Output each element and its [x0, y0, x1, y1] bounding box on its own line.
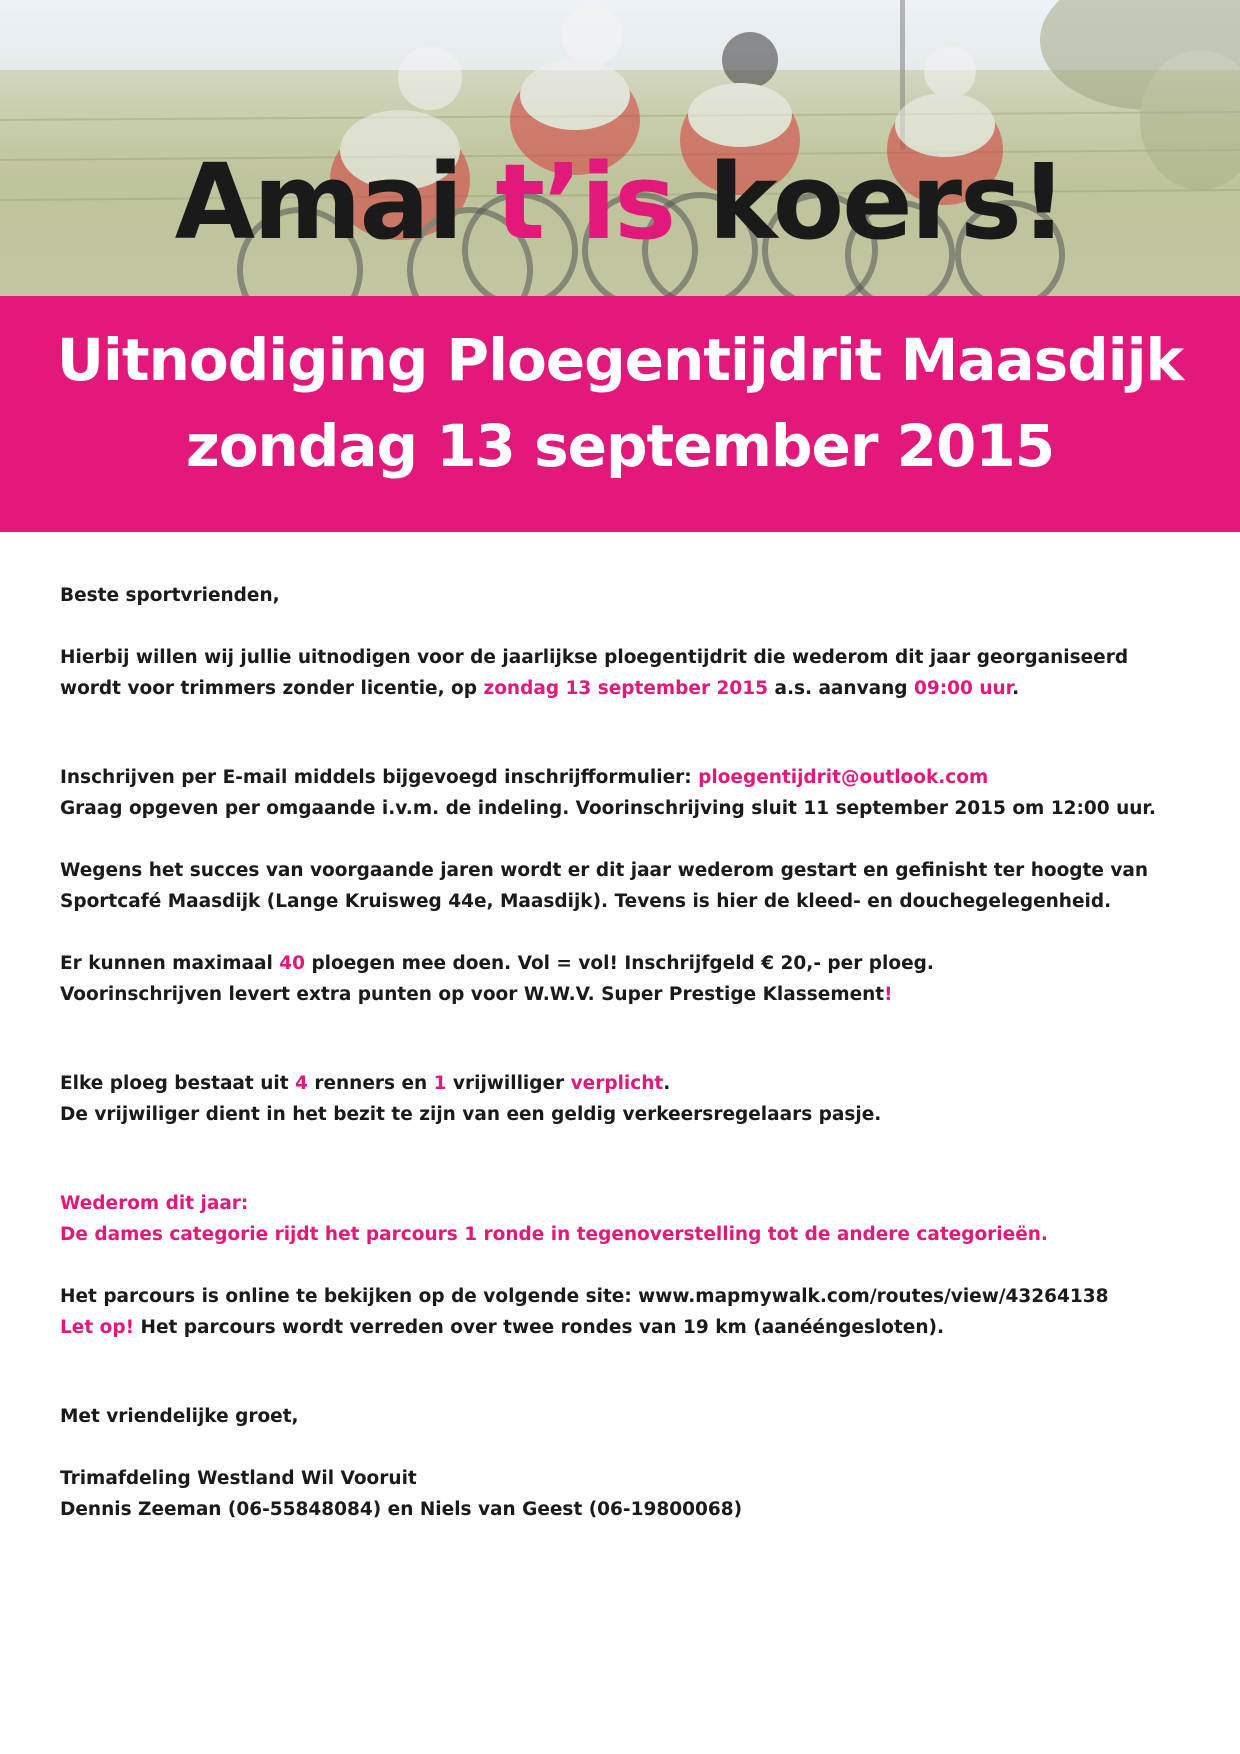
max-teams: 40 — [279, 953, 305, 974]
closing: Met vriendelijke groet, — [60, 1406, 299, 1427]
organisation: Trimafdeling Westland Wil Vooruit — [60, 1468, 417, 1489]
volunteer-count: 1 — [433, 1073, 447, 1094]
location-line-2: Sportcafé Maasdijk (Lange Kruisweg 44e, Maasdijk). Tevens is hier de kleed- en douchegelegenheid. — [60, 891, 1112, 912]
register-line-2: Graag opgeven per omgaande i.v.m. de indeling. Voorinschrijving sluit 11 september 2015 om 12:00 uur. — [60, 798, 1156, 819]
register-line-1: Inschrijven per E-mail middels bijgevoegd inschrijfformulier: ploegentijdrit@outlook.com — [60, 767, 989, 788]
intro-line-2: wordt voor trimmers zonder licentie, op zondag 13 september 2015 a.s. aanvang 09:00 uur. — [60, 678, 1020, 699]
intro-line-1: Hierbij willen wij jullie uitnodigen voor de jaarlijkse ploegentijdrit die wederom dit jaar georganiseerd — [60, 647, 1129, 668]
hero-title — [0, 141, 1240, 263]
location-line-1: Wegens het succes van voorgaande jaren wordt er dit jaar wederom gestart en gefinisht ter hoogte van — [60, 860, 1149, 881]
letter-body — [60, 580, 1190, 1525]
hero-photo — [0, 0, 1240, 296]
again-heading: Wederom dit jaar: — [60, 1193, 249, 1214]
route-line-1: Het parcours is online te bekijken op de volgende site: www.mapmywalk.com/routes/view/43264138 — [60, 1286, 1109, 1307]
start-time: 09:00 uur — [913, 678, 1013, 699]
title-word-1: Amai — [174, 141, 462, 263]
crew-line-1: Elke ploeg bestaat uit 4 renners en 1 vrijwilliger verplicht. — [60, 1073, 671, 1094]
rider-count: 4 — [295, 1073, 308, 1094]
crew-line-2: De vrijwiliger dient in het bezit te zijn van een geldig verkeersregelaars pasje. — [60, 1104, 882, 1125]
contacts: Dennis Zeeman (06-55848084) en Niels van Geest (06-19800068) — [60, 1499, 743, 1520]
greeting: Beste sportvrienden, — [60, 585, 280, 606]
route-line-2: Let op! Het parcours wordt verreden over twee rondes van 19 km (aanééngesloten). — [60, 1317, 945, 1338]
banner-date: zondag 13 september 2015 — [185, 412, 1055, 480]
title-banner — [0, 296, 1240, 532]
required-label: verplicht — [570, 1073, 664, 1094]
banner-title: Uitnodiging Ploegentijdrit Maasdijk — [56, 326, 1184, 394]
event-date: zondag 13 september 2015 — [483, 678, 769, 699]
title-word-2: t’is — [495, 141, 675, 263]
teams-line-1: Er kunnen maximaal 40 ploegen mee doen. Vol = vol! Inschrijfgeld € 20,- per ploeg. — [60, 953, 934, 974]
title-word-3: koers! — [708, 141, 1066, 263]
attention-label: Let op! — [60, 1317, 135, 1338]
email-link[interactable]: ploegentijdrit@outlook.com — [698, 767, 989, 788]
teams-line-2: Voorinschrijven levert extra punten op voor W.W.V. Super Prestige Klassement! — [60, 984, 893, 1005]
again-text: De dames categorie rijdt het parcours 1 ronde in tegenoverstelling tot de andere categorieën. — [60, 1224, 1048, 1245]
